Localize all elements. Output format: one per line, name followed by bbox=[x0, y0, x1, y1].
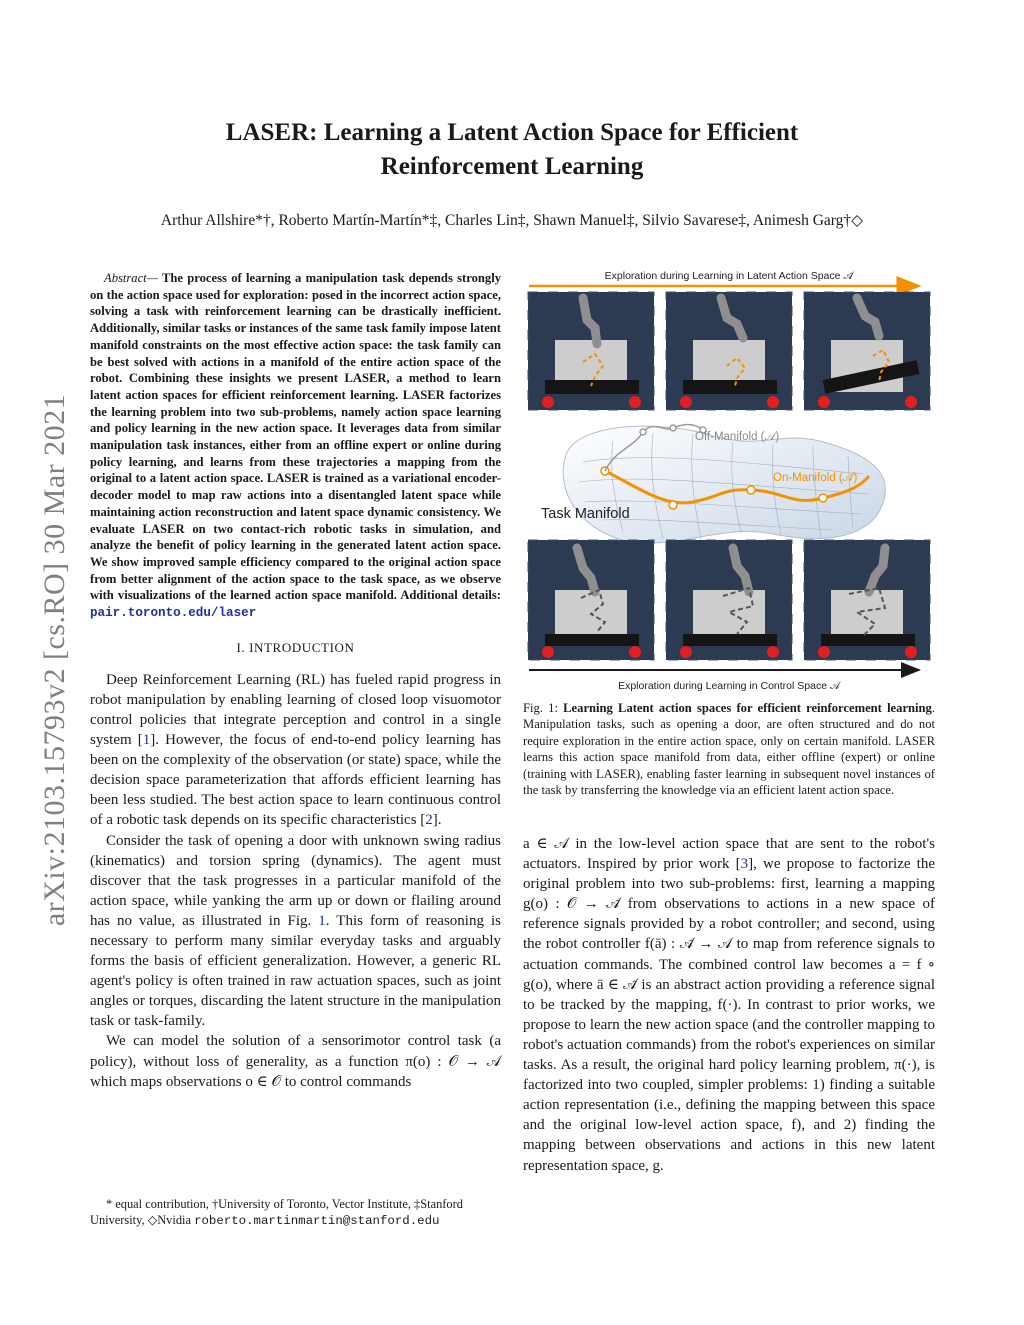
off-manifold-point-1 bbox=[640, 429, 646, 435]
abstract-body: The process of learning a manipulation task depends strongly on the action space used for exploration: posed in the incorrect action space, solving a task with reinforcement learning can be drastically inefficient. Additionally, similar tasks or instances of the same task family impose latent manifold constraints on the most effective action space: the task family can be best solved with actions in a manifold of the entire action space of the robot. Combining these insights we present LASER, a method to learn latent action spaces for efficient reinforcement learning. LASER factorizes the learning problem into two sub-problems, namely action space learning and policy learning in the new action space. It leverages data from similar manipulation task instances, either from an offline expert or online during policy learning, and learns from these trajectories a mapping from the original to a latent action space. LASER is trained as a variational encoder-decoder model to map raw actions into a disentangled latent space while maintaining action reconstruction and latent space dynamic consistency. We evaluate LASER on two contact-rich robotic tasks in simulation, and analyze the benefit of policy learning in the generated latent action space. We show improved sample efficiency compared to the original action space from better alignment of the action space to the task space, as we observe with visualizations of the learned action space manifold. Additional details: bbox=[90, 271, 501, 603]
off-manifold-label: Off-Manifold (𝒜) bbox=[695, 431, 780, 443]
intro-p1-part-c: ]. bbox=[432, 812, 442, 829]
intro-paragraph-3: We can model the solution of a sensorimotor control task (a policy), without loss of generality, as a function π(o) : 𝒪 → 𝒜 which maps observations o ∈ 𝒪 to control commands bbox=[90, 1033, 501, 1090]
figure-1 bbox=[523, 262, 935, 694]
arxiv-id-text: arXiv:2103.15793v2 [cs.RO] 30 Mar 2021 bbox=[38, 393, 71, 927]
citation-2[interactable]: 2 bbox=[425, 812, 433, 829]
trajectory-point-4 bbox=[819, 494, 827, 502]
section-heading-introduction: I. INTRODUCTION bbox=[236, 639, 355, 655]
figure-1-caption bbox=[523, 700, 935, 798]
introduction-text bbox=[90, 670, 501, 1092]
figure-reference[interactable]: 1 bbox=[318, 912, 326, 929]
control-panel-2 bbox=[666, 540, 792, 660]
control-panel-3 bbox=[804, 540, 930, 660]
caption-body: . Manipulation tasks, such as opening a door, are often structured and do not require exploration in the entire action space, only on certain manifold. LASER learns this action space manifold from data, either offline (expert) or online (training with LASER), enabling faster learning in subsequent novel instances of the task by transferring the knowledge via an efficient latent action space. bbox=[523, 701, 935, 798]
footnote-text: * equal contribution, †University of Toronto, Vector Institute, ‡Stanford University, ◇Nvidia bbox=[90, 1197, 463, 1227]
abstract bbox=[90, 270, 501, 622]
abstract-link[interactable]: pair.toronto.edu/laser bbox=[90, 606, 257, 621]
footnote-email[interactable]: roberto.martinmartin@stanford.edu bbox=[194, 1214, 440, 1228]
trajectory-point-2 bbox=[669, 501, 677, 509]
footnote bbox=[90, 1196, 501, 1229]
right-paragraph-part-b: ], we propose to factorize the original problem into two sub-problems: first, learning a mapping g(o) : 𝒪 → 𝒜̄ from observations to actions in a new space of reference signals provided by a robot controller; and second, using the robot controller f(ā) : 𝒜̄ → 𝒜 to map from reference signals to actuation commands. The combined control law becomes a = f ∘ g(o), where ā ∈ 𝒜̄ is an abstract action providing a reference signal to be tracked by the mapping, f(·). In contrast to prior works, we propose to learn the new action space (and the controller mapping to robot's actuation commands) from the robot's experiences on similar tasks. As a result, the original hard policy learning problem, π(·), is factorized into two coupled, simpler problems: 1) finding a suitable action representation (i.e., defining the mapping between this space and the original low-level action space, f), and 2) finding the mapping between observations and actions in this new latent representation space, g. bbox=[523, 856, 935, 1174]
figure-bottom-label: Exploration during Learning in Control Space 𝒜 bbox=[618, 680, 840, 692]
intro-p1-part-b: ]. However, the focus of end-to-end policy learning has been on the complexity of the observation (or state) space, while the decision space parameterization that affords efficient learning has been less studied. The best action space to learn continuous control of a robotic task depends on its specific characteristics [ bbox=[90, 732, 501, 829]
intro-p2-part-a: Consider the task of opening a door with unknown swing radius (kinematics) and torsion spring (dynamics). The agent must discover that the task progresses in a particular manifold of the action space, while yanking the arm up or down or flailing around has no value, as illustrated in Fig. bbox=[90, 832, 501, 929]
task-manifold-diagram bbox=[541, 425, 885, 543]
title-line-1: LASER: Learning a Latent Action Space for Efficient bbox=[225, 119, 799, 146]
task-manifold-label: Task Manifold bbox=[541, 506, 630, 522]
intro-paragraph-1 bbox=[90, 670, 501, 831]
off-manifold-point-2 bbox=[670, 425, 676, 431]
caption-label: Fig. 1: bbox=[523, 701, 564, 715]
intro-p1-part-a: Deep Reinforcement Learning (RL) has fueled rapid progress in robot manipulation by enabling learning of closed loop visuomotor control policies that integrate perception and control in a single system [ bbox=[90, 671, 501, 749]
abstract-label: Abstract— bbox=[104, 271, 158, 285]
latent-panel-3 bbox=[804, 292, 930, 410]
right-paragraph-part-a: a ∈ 𝒜 in the low-level action space that are sent to the robot's actuators. Inspired by prior work [ bbox=[523, 836, 935, 873]
on-manifold-label: On-Manifold (𝒜̄) bbox=[773, 472, 858, 484]
author-list: Arthur Allshire*†, Roberto Martín-Martín*‡, Charles Lin‡, Shawn Manuel‡, Silvio Savarese‡, Animesh Garg†◇ bbox=[160, 212, 864, 229]
intro-p2-part-b: . This form of reasoning is necessary to perform many similar everyday tasks and arguably forms the basis of efficient generalization. However, a generic RL agent's policy is often trained in raw actuation spaces, such as joint angles or torques, discarding the latent structure in the manipulation task or task-family. bbox=[90, 912, 501, 1030]
arxiv-identifier bbox=[30, 350, 80, 970]
right-column-text bbox=[523, 834, 935, 1176]
left-column bbox=[90, 270, 501, 1092]
paper-title bbox=[160, 116, 864, 184]
citation-3[interactable]: 3 bbox=[740, 856, 749, 873]
manifold-surface bbox=[563, 426, 885, 543]
title-line-2: Reinforcement Learning bbox=[380, 153, 644, 180]
trajectory-point-3 bbox=[747, 486, 755, 494]
latent-panel-1 bbox=[528, 292, 654, 410]
figure-1-graphic bbox=[523, 262, 935, 694]
latent-panel-2 bbox=[666, 292, 792, 410]
intro-paragraph-2 bbox=[90, 831, 501, 1032]
citation-1[interactable]: 1 bbox=[142, 732, 151, 749]
control-panel-1 bbox=[528, 540, 654, 660]
figure-top-label: Exploration during Learning in Latent Action Space 𝒜̄ bbox=[604, 270, 854, 282]
caption-bold: Learning Latent action spaces for efficient reinforcement learning bbox=[563, 701, 932, 715]
